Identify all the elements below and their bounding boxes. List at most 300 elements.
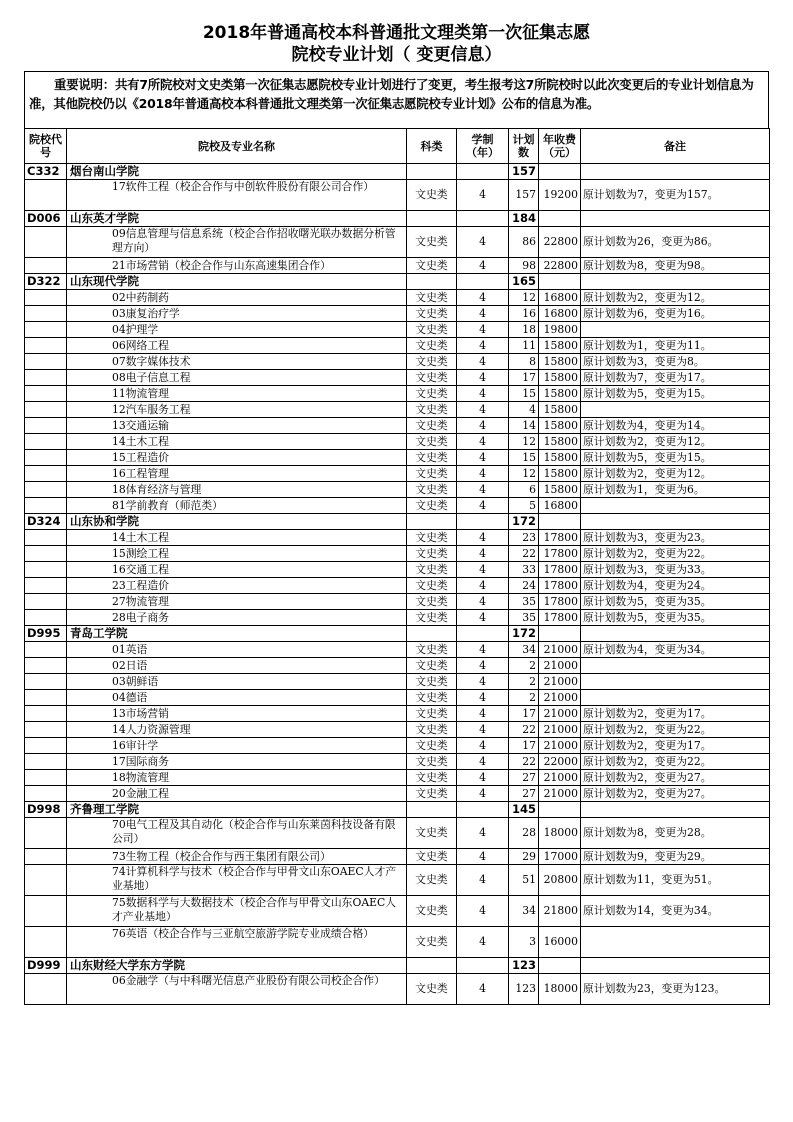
major-row [25,258,770,274]
major-code-blank [25,546,67,562]
major-category: 文史类 [407,610,457,626]
major-remark: 原计划数为8，变更为28。 [581,818,770,849]
major-name: 20金融工程 [67,786,407,802]
major-plan: 2 [509,674,539,690]
major-fee: 15800 [539,354,581,370]
major-category: 文史类 [407,180,457,211]
major-code-blank [25,450,67,466]
major-remark: 原计划数为23，变更为123。 [581,974,770,1005]
major-code-blank [25,562,67,578]
major-fee: 15800 [539,338,581,354]
major-name: 76英语（校企合作与三亚航空旅游学院专业成绩合格） [67,927,407,958]
header-fee: 年收费（元） [539,129,581,164]
major-fee: 21800 [539,896,581,927]
major-years: 4 [457,974,509,1005]
major-plan: 34 [509,896,539,927]
table-body [25,164,770,1005]
major-fee: 15800 [539,450,581,466]
major-plan: 2 [509,658,539,674]
major-remark: 原计划数为2，变更为12。 [581,434,770,450]
major-fee: 17800 [539,578,581,594]
major-row [25,562,770,578]
school-years [457,274,509,290]
major-category: 文史类 [407,738,457,754]
major-years: 4 [457,482,509,498]
major-remark [581,658,770,674]
major-row [25,402,770,418]
major-years: 4 [457,738,509,754]
major-years: 4 [457,706,509,722]
major-fee: 16800 [539,498,581,514]
school-row [25,802,770,818]
school-code: D322 [25,274,67,290]
major-years: 4 [457,354,509,370]
major-years: 4 [457,546,509,562]
major-years: 4 [457,786,509,802]
major-fee: 21000 [539,690,581,706]
important-notice: 重要说明：共有7所院校对文史类第一次征集志愿院校专业计划进行了变更，考生报考这7所院校时以此次变更后的专业计划信息为准，其他院校仍以《2018年普通高校本科普通批文理类第一次征集志愿院校专业计划》公布的信息为准。 [24,71,769,128]
school-total-plan: 172 [509,626,539,642]
major-plan: 86 [509,227,539,258]
school-total-plan: 145 [509,802,539,818]
major-name: 15测绘工程 [67,546,407,562]
major-category: 文史类 [407,434,457,450]
major-name: 13市场营销 [67,706,407,722]
school-total-plan: 184 [509,211,539,227]
major-plan: 29 [509,849,539,865]
major-name: 01英语 [67,642,407,658]
major-plan: 22 [509,546,539,562]
major-row [25,594,770,610]
major-row [25,722,770,738]
major-category: 文史类 [407,290,457,306]
major-name: 17软件工程（校企合作与中创软件股份有限公司合作） [67,180,407,211]
major-name: 08电子信息工程 [67,370,407,386]
major-code-blank [25,927,67,958]
school-name: 山东财经大学东方学院 [67,958,407,974]
major-row [25,927,770,958]
major-category: 文史类 [407,722,457,738]
major-code-blank [25,642,67,658]
major-fee: 15800 [539,370,581,386]
major-name: 02中药制药 [67,290,407,306]
major-years: 4 [457,418,509,434]
major-code-blank [25,754,67,770]
school-fee [539,958,581,974]
major-plan: 2 [509,690,539,706]
major-remark: 原计划数为1，变更为6。 [581,482,770,498]
major-fee: 17800 [539,530,581,546]
major-plan: 23 [509,530,539,546]
major-row [25,818,770,849]
major-row [25,354,770,370]
major-plan: 24 [509,578,539,594]
major-name: 03康复治疗学 [67,306,407,322]
major-fee: 17800 [539,610,581,626]
major-years: 4 [457,498,509,514]
page-title: 2018年普通高校本科普通批文理类第一次征集志愿 [202,23,591,43]
school-total-plan: 165 [509,274,539,290]
major-years: 4 [457,610,509,626]
document-sheet [24,22,769,1005]
school-years [457,802,509,818]
major-row [25,338,770,354]
major-remark: 原计划数为5，变更为15。 [581,386,770,402]
school-code: D999 [25,958,67,974]
major-fee: 21000 [539,786,581,802]
major-name: 12汽车服务工程 [67,402,407,418]
school-code: D998 [25,802,67,818]
school-years [457,211,509,227]
major-years: 4 [457,896,509,927]
major-plan: 22 [509,722,539,738]
school-name: 齐鲁理工学院 [67,802,407,818]
school-remark [581,958,770,974]
major-code-blank [25,610,67,626]
major-years: 4 [457,306,509,322]
school-name: 青岛工学院 [67,626,407,642]
school-fee [539,274,581,290]
major-code-blank [25,466,67,482]
school-years [457,958,509,974]
major-plan: 17 [509,706,539,722]
major-years: 4 [457,818,509,849]
major-code-blank [25,258,67,274]
major-fee: 21000 [539,722,581,738]
major-code-blank [25,690,67,706]
major-category: 文史类 [407,706,457,722]
major-years: 4 [457,690,509,706]
major-name: 04护理学 [67,322,407,338]
major-category: 文史类 [407,338,457,354]
header-category: 科类 [407,129,457,164]
major-plan: 28 [509,818,539,849]
school-name: 烟台南山学院 [67,164,407,180]
school-remark [581,164,770,180]
major-row [25,370,770,386]
major-fee: 17000 [539,849,581,865]
major-fee: 16000 [539,927,581,958]
major-plan: 17 [509,738,539,754]
major-remark: 原计划数为5，变更为35。 [581,610,770,626]
major-years: 4 [457,370,509,386]
school-code: D324 [25,514,67,530]
major-code-blank [25,722,67,738]
major-years: 4 [457,770,509,786]
header-name: 院校及专业名称 [67,129,407,164]
major-code-blank [25,578,67,594]
major-category: 文史类 [407,674,457,690]
major-fee: 17800 [539,562,581,578]
major-remark: 原计划数为8，变更为98。 [581,258,770,274]
major-fee: 15800 [539,482,581,498]
major-fee: 20800 [539,865,581,896]
major-row [25,770,770,786]
major-row [25,974,770,1005]
major-remark: 原计划数为7，变更为17。 [581,370,770,386]
school-remark [581,274,770,290]
school-total-plan: 172 [509,514,539,530]
major-code-blank [25,418,67,434]
major-row [25,482,770,498]
major-remark: 原计划数为6，变更为16。 [581,306,770,322]
major-fee: 15800 [539,434,581,450]
major-plan: 34 [509,642,539,658]
major-category: 文史类 [407,546,457,562]
school-years [457,514,509,530]
major-category: 文史类 [407,466,457,482]
major-years: 4 [457,530,509,546]
major-remark: 原计划数为11，变更为51。 [581,865,770,896]
major-category: 文史类 [407,562,457,578]
major-fee: 21000 [539,674,581,690]
major-category: 文史类 [407,786,457,802]
major-plan: 33 [509,562,539,578]
school-remark [581,211,770,227]
major-row [25,386,770,402]
major-fee: 19800 [539,322,581,338]
major-plan: 15 [509,386,539,402]
major-category: 文史类 [407,402,457,418]
major-years: 4 [457,674,509,690]
major-category: 文史类 [407,498,457,514]
school-category [407,958,457,974]
major-row [25,450,770,466]
major-fee: 15800 [539,418,581,434]
school-years [457,164,509,180]
major-plan: 14 [509,418,539,434]
table-header-row [25,129,770,164]
major-years: 4 [457,865,509,896]
major-category: 文史类 [407,386,457,402]
major-code-blank [25,738,67,754]
major-row [25,306,770,322]
major-name: 17国际商务 [67,754,407,770]
school-row [25,274,770,290]
major-years: 4 [457,562,509,578]
major-name: 21市场营销（校企合作与山东高速集团合作） [67,258,407,274]
major-remark: 原计划数为2，变更为27。 [581,770,770,786]
major-category: 文史类 [407,658,457,674]
major-code-blank [25,674,67,690]
major-code-blank [25,594,67,610]
major-name: 14土木工程 [67,434,407,450]
major-remark [581,402,770,418]
school-total-plan: 123 [509,958,539,974]
major-years: 4 [457,594,509,610]
school-fee [539,164,581,180]
major-name: 07数字媒体技术 [67,354,407,370]
major-remark: 原计划数为5，变更为35。 [581,594,770,610]
plan-table [24,128,770,1005]
major-plan: 17 [509,370,539,386]
major-remark: 原计划数为2，变更为12。 [581,466,770,482]
major-name: 73生物工程（校企合作与西王集团有限公司） [67,849,407,865]
major-category: 文史类 [407,530,457,546]
major-name: 16审计学 [67,738,407,754]
major-years: 4 [457,258,509,274]
major-code-blank [25,530,67,546]
major-name: 18体育经济与管理 [67,482,407,498]
school-row [25,514,770,530]
major-years: 4 [457,386,509,402]
major-fee: 22800 [539,227,581,258]
major-years: 4 [457,434,509,450]
major-category: 文史类 [407,258,457,274]
major-row [25,674,770,690]
school-row [25,626,770,642]
major-plan: 15 [509,450,539,466]
major-category: 文史类 [407,482,457,498]
major-remark: 原计划数为3，变更为33。 [581,562,770,578]
major-name: 18物流管理 [67,770,407,786]
major-fee: 21000 [539,658,581,674]
major-fee: 21000 [539,642,581,658]
major-category: 文史类 [407,865,457,896]
school-category [407,514,457,530]
major-remark: 原计划数为2，变更为22。 [581,546,770,562]
major-name: 15工程造价 [67,450,407,466]
major-code-blank [25,338,67,354]
major-remark: 原计划数为4，变更为24。 [581,578,770,594]
major-code-blank [25,896,67,927]
major-remark: 原计划数为3，变更为23。 [581,530,770,546]
major-plan: 98 [509,258,539,274]
major-years: 4 [457,722,509,738]
header-code: 院校代号 [25,129,67,164]
major-name: 13交通运输 [67,418,407,434]
major-code-blank [25,498,67,514]
major-name: 09信息管理与信息系统（校企合作招收曙光联办数据分析管理方向） [67,227,407,258]
major-row [25,738,770,754]
major-code-blank [25,180,67,211]
major-category: 文史类 [407,849,457,865]
major-fee: 17800 [539,546,581,562]
major-years: 4 [457,642,509,658]
header-plan: 计划数 [509,129,539,164]
major-name: 06金融学（与中科曙光信息产业股份有限公司校企合作） [67,974,407,1005]
major-name: 14土木工程 [67,530,407,546]
major-years: 4 [457,227,509,258]
major-category: 文史类 [407,370,457,386]
major-plan: 27 [509,786,539,802]
major-row [25,690,770,706]
major-category: 文史类 [407,322,457,338]
major-row [25,658,770,674]
major-years: 4 [457,322,509,338]
major-code-blank [25,386,67,402]
major-category: 文史类 [407,754,457,770]
major-category: 文史类 [407,642,457,658]
major-row [25,434,770,450]
major-fee: 15800 [539,386,581,402]
major-remark: 原计划数为26，变更为86。 [581,227,770,258]
major-plan: 12 [509,434,539,450]
major-plan: 35 [509,610,539,626]
major-fee: 22000 [539,754,581,770]
major-code-blank [25,974,67,1005]
school-name: 山东英才学院 [67,211,407,227]
major-row [25,578,770,594]
major-plan: 35 [509,594,539,610]
major-years: 4 [457,180,509,211]
major-row [25,786,770,802]
major-name: 81学前教育（师范类） [67,498,407,514]
major-code-blank [25,290,67,306]
major-row [25,418,770,434]
major-code-blank [25,306,67,322]
major-remark: 原计划数为2，变更为22。 [581,722,770,738]
major-name: 11物流管理 [67,386,407,402]
school-category [407,211,457,227]
major-remark: 原计划数为2，变更为17。 [581,706,770,722]
major-plan: 16 [509,306,539,322]
major-name: 03朝鲜语 [67,674,407,690]
major-fee: 15800 [539,466,581,482]
major-remark: 原计划数为2，变更为17。 [581,738,770,754]
major-plan: 3 [509,927,539,958]
school-row [25,211,770,227]
major-remark: 原计划数为4，变更为14。 [581,418,770,434]
major-remark: 原计划数为2，变更为22。 [581,754,770,770]
major-row [25,865,770,896]
major-row [25,610,770,626]
major-plan: 27 [509,770,539,786]
major-remark: 原计划数为3，变更为8。 [581,354,770,370]
major-years: 4 [457,578,509,594]
major-code-blank [25,658,67,674]
major-name: 28电子商务 [67,610,407,626]
major-name: 70电气工程及其自动化（校企合作与山东莱茵科技设备有限公司） [67,818,407,849]
major-years: 4 [457,290,509,306]
school-category [407,274,457,290]
major-row [25,896,770,927]
major-row [25,754,770,770]
major-name: 14人力资源管理 [67,722,407,738]
major-category: 文史类 [407,578,457,594]
major-name: 75数据科学与大数据技术（校企合作与甲骨文山东OAEC人才产业基地） [67,896,407,927]
major-code-blank [25,818,67,849]
major-remark: 原计划数为4，变更为34。 [581,642,770,658]
major-years: 4 [457,658,509,674]
page-subtitle: 院校专业计划（ 变更信息） [291,45,502,65]
major-fee: 21000 [539,706,581,722]
major-plan: 12 [509,466,539,482]
major-plan: 18 [509,322,539,338]
major-plan: 5 [509,498,539,514]
major-row [25,466,770,482]
school-years [457,626,509,642]
major-name: 16工程管理 [67,466,407,482]
major-category: 文史类 [407,450,457,466]
major-years: 4 [457,754,509,770]
major-fee: 22800 [539,258,581,274]
major-code-blank [25,849,67,865]
major-code-blank [25,865,67,896]
major-years: 4 [457,849,509,865]
major-fee: 17800 [539,594,581,610]
major-category: 文史类 [407,690,457,706]
major-fee: 18000 [539,818,581,849]
school-remark [581,802,770,818]
school-category [407,626,457,642]
major-category: 文史类 [407,770,457,786]
major-years: 4 [457,402,509,418]
major-category: 文史类 [407,896,457,927]
major-row [25,706,770,722]
major-plan: 8 [509,354,539,370]
major-remark [581,674,770,690]
